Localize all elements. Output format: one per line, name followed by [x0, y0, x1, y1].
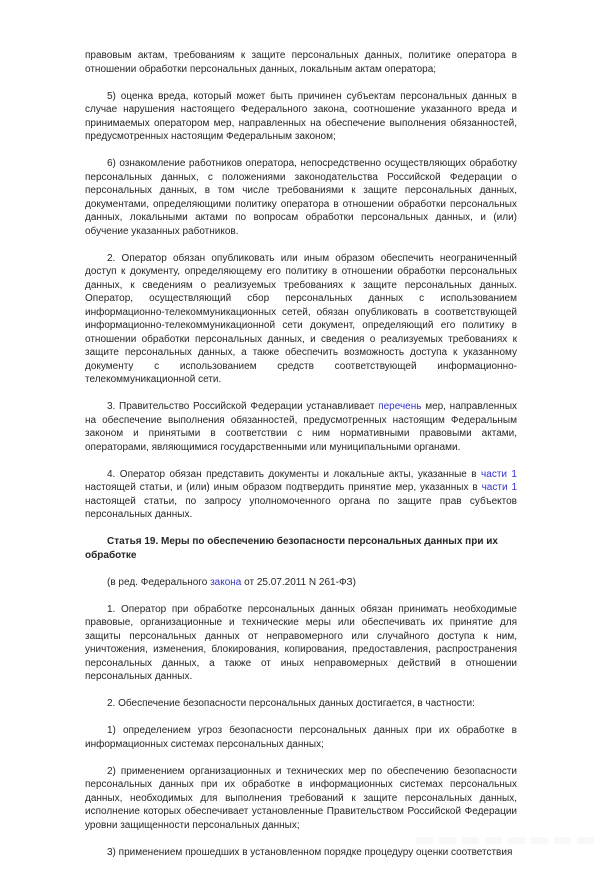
text-segment: 3. Правительство Российской Федерации устанавливает — [107, 401, 379, 412]
hyperlink[interactable]: части 1 — [481, 482, 517, 493]
paragraph — [85, 49, 517, 76]
paragraph — [85, 846, 517, 860]
watermark-dash — [485, 837, 502, 844]
watermark-dash — [462, 837, 479, 844]
hyperlink[interactable]: перечень — [378, 401, 422, 412]
hyperlink[interactable]: части 1 — [481, 468, 517, 480]
text-segment: 2) применением организационных и технических мер по обеспечению безопасности персональных данных при их обработке в информационных системах персональных данных, необходимых для выполнения требований к защите персональных данных, исполнение которых обеспечивает установленные Правительством Российской Федерации уровни защищенности персональных данных; — [85, 765, 517, 831]
watermark-dash — [508, 837, 525, 844]
article-heading — [85, 535, 517, 562]
watermark-dash — [416, 837, 433, 844]
edition-note — [85, 576, 517, 590]
text-segment: от 25.07.2011 N 261-ФЗ) — [241, 576, 356, 588]
paragraph — [85, 400, 517, 454]
text-segment: настоящей статьи, по запросу уполномоченного органа по защите прав субъектов персональных данных. — [85, 495, 517, 520]
text-segment: 1. Оператор при обработке персональных данных обязан принимать необходимые правовые, организационные и технические меры или обеспечивать их принятие для защиты персональных данных от неправомерного или случайного доступа к ним, уничтожения, изменения, блокирования, копирования, предоставления, распространения персональных данных, а также от иных неправомерных действий в отношении персональных данных. — [85, 603, 517, 682]
text-segment: 2. Обеспечение безопасности персональных данных достигается, в частности: — [107, 698, 475, 709]
watermark-dash — [554, 837, 571, 844]
text-segment: 5) оценка вреда, который может быть причинен субъектам персональных данных в случае нарушения настоящего Федерального закона, соотношение указанного вреда и принимаемых оператором мер, направленных на обеспечение выполнения обязанностей, предусмотренных настоящим Федеральным законом; — [85, 90, 517, 142]
paragraph — [85, 724, 517, 751]
text-segment: мер, направленных на обеспечение выполнения обязанностей, предусмотренных настоящим Федеральным законом и принятыми в соответствии с ним нормативными правовыми актами, операторами, являющимися государственными или муниципальными органами. — [85, 401, 518, 453]
text-segment: 4. Оператор обязан представить документы и локальные акты, указанные в — [107, 468, 482, 480]
text-segment: 1) определением угроз безопасности персональных данных при их обработке в информационных системах персональных данных; — [85, 725, 517, 750]
text-segment: правовым актам, требованиям к защите персональных данных, политике оператора в отношении обработки персональных данных, локальным актам оператора; — [85, 50, 517, 75]
paragraph — [85, 603, 517, 684]
document-body — [85, 49, 517, 873]
paragraph — [85, 90, 517, 144]
text-segment: настоящей статьи, и (или) иным образом подтвердить принятие мер, указанных в — [85, 482, 482, 493]
footer-watermark — [416, 837, 594, 844]
text-segment: 6) ознакомление работников оператора, непосредственно осуществляющих обработку персональных данных, с положениями законодательства Российской Федерации о персональных данных, в том числе требованиями к защите персональных данных, документами, определяющими политику оператора в отношении обработки персональных данных, локальными актами по вопросам обработки персональных данных, и (или) обучение указанных работников. — [85, 158, 517, 237]
paragraph — [85, 157, 517, 238]
hyperlink[interactable]: закона — [210, 576, 242, 588]
text-segment: 2. Оператор обязан опубликовать или иным образом обеспечить неограниченный доступ к документу, определяющему его политику в отношении обработки персональных данных, к сведениям о реализуемых требованиях к защите персональных данных. Оператор, осуществляющий сбор персональных данных с использованием информационно-телекоммуникационных сетей, обязан опубликовать в соответствующей информационно-телекоммуникационной сети документ, определяющий его политику в отношении обработки персональных данных, и сведения о реализуемых требованиях к защите персональных данных, а также обеспечить возможность доступа к указанному документу с использованием средств соответствующей информационно-телекоммуникационной сети. — [85, 252, 517, 385]
paragraph — [85, 765, 517, 833]
text-segment: 3) применением прошедших в установленном порядке процедуру оценки соответствия — [107, 846, 513, 858]
watermark-dash — [439, 837, 456, 844]
watermark-dash — [531, 837, 548, 844]
paragraph — [85, 252, 517, 387]
watermark-dash — [577, 837, 594, 844]
paragraph — [85, 468, 517, 522]
paragraph — [85, 697, 517, 711]
text-segment: Статья 19. Меры по обеспечению безопасности персональных данных при их обработке — [85, 536, 498, 561]
text-segment: (в ред. Федерального — [107, 576, 211, 588]
